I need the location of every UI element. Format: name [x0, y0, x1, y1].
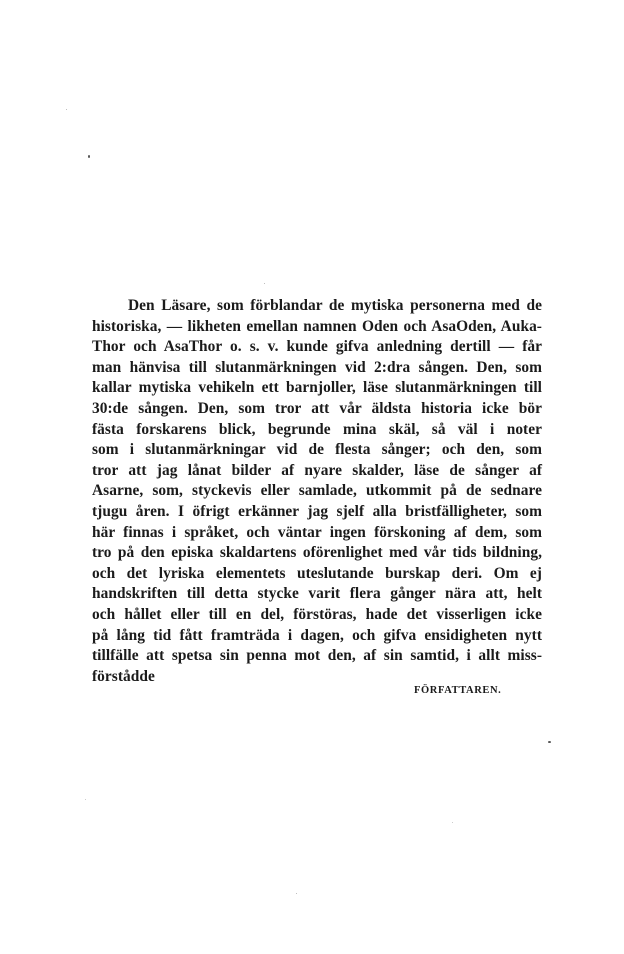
scan-speck — [85, 799, 86, 800]
text-line: på lång tid fått framträda i dagen, och gifva ensidigheten nytt — [92, 626, 542, 644]
text-line: här finnas i språket, och väntar ingen förskoning af dem, som — [92, 523, 542, 541]
author-signature: FÖRFATTAREN. — [414, 685, 502, 696]
text-line: och det lyriska elementets uteslutande burskap deri. Om ej — [92, 564, 542, 582]
text-line: Den Läsare, som förblandar de mytiska personerna med de — [128, 297, 542, 314]
text-line: Thor och AsaThor o. s. v. kunde gifva anledning dertill — får — [92, 338, 542, 356]
text-line: Asarne, som, styckevis eller samlade, utkommit på de sednare — [92, 482, 542, 500]
scan-speck — [66, 109, 67, 110]
text-line: och hållet eller till en del, förstöras, hade det visserligen icke — [92, 605, 542, 623]
scan-speck — [296, 893, 297, 894]
preface-paragraph — [92, 296, 542, 687]
scan-speck — [264, 283, 265, 284]
text-line: kallar mytiska vehikeln ett barnjoller, läse slutanmärkningen till — [92, 379, 542, 397]
text-line: tror att jag lånat bilder af nyare skalder, läse de sånger af — [92, 461, 542, 479]
text-line: tjugu åren. I öfrigt erkänner jag sjelf alla bristfälligheter, som — [92, 502, 542, 520]
text-line: som i slutanmärkningar vid de flesta sånger; och den, som — [92, 441, 542, 459]
text-line: handskriften till detta stycke varit flera gånger nära att, helt — [92, 585, 542, 603]
scan-speck — [88, 155, 90, 158]
text-line: tro på den episka skaldartens oförenlighet med vår tids bildning, — [92, 544, 542, 562]
text-line: tillfälle att spetsa sin penna mot den, af sin samtid, i allt miss- — [92, 647, 542, 665]
scan-speck — [548, 741, 551, 743]
text-line: 30:de sången. Den, som tror att vår äldsta historia icke bör — [92, 399, 542, 417]
text-line: förstådde — [92, 667, 155, 685]
text-line: historiska, — likheten emellan namnen Oden och AsaOden, Auka- — [92, 317, 542, 335]
text-line: fästa forskarens blick, begrunde mina skäl, så väl i noter — [92, 420, 542, 438]
scan-speck — [452, 822, 453, 823]
text-line: man hänvisa till slutanmärkningen vid 2:dra sången. Den, som — [92, 358, 542, 376]
